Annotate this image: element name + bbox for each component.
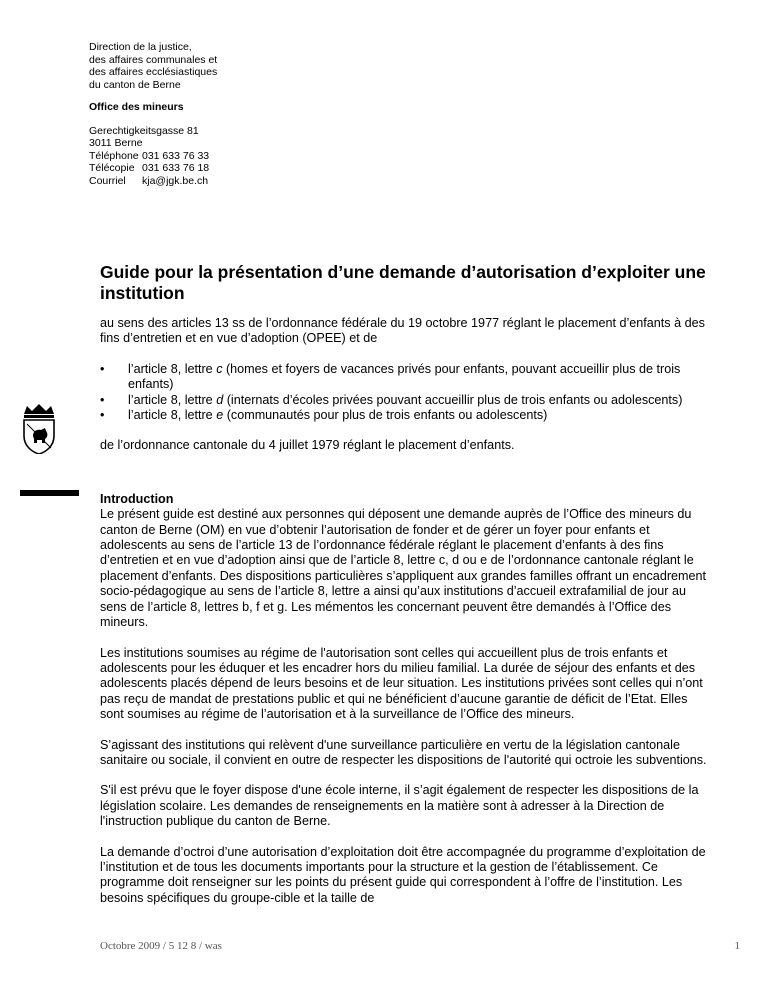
list-item: • l’article 8, lettre e (communautés pour plus de trois enfants ou adolescents) [100,408,548,423]
department-line: des affaires ecclésiastiques [89,66,218,78]
body-paragraph: S'il est prévu que le foyer dispose d'une école interne, il s’agit également de respecter les dispositions de la législation scolaire. Les demandes de renseignements en la matière sont à adresser à la Direction de l'instruction publique du canton de Berne. [100,783,699,829]
article-letter: d [216,392,224,407]
contact-fax [89,162,329,175]
footer-reference: Octobre 2009 / 5 12 8 / was [100,940,222,952]
contact-email [89,175,329,188]
body-paragraph: La demande d’octroi d’une autorisation d’exploitation doit être accompagnée du programme d’exploitation de l’institution et de tous les documents importants pour la structure et la gestion de l’établissement. Ce programme doit renseigner sur les points du présent guide qui correspondent à l’offre de l’institution. Les besoins spécifiques du groupe-cible et la taille de [100,844,706,905]
document-body [100,316,710,921]
contact-value: 031 633 76 33 [142,149,210,162]
contact-value: 031 633 76 18 [142,162,210,174]
document-title: Guide pour la présentation d’une demande d’autorisation d’exploiter une institution [100,262,706,303]
bern-coat-of-arms-icon [21,404,57,454]
closing-reference: de l’ordonnance cantonale du 4 juillet 1979 réglant le placement d’enfants. [100,438,515,453]
bullet-icon: • [100,408,105,423]
list-item: • l’article 8, lettre d (internats d’écoles privées pouvant accueillir plus de trois enfants ou adolescents) [100,392,683,407]
article-list [100,362,710,424]
bullet-icon: • [100,361,105,376]
contact-label: Courriel [89,174,126,187]
list-item: • l’article 8, lettre c (homes et foyers de vacances privés pour enfants, pouvant accueillir plus de trois enfants) [100,361,681,392]
section-heading: Introduction [100,491,174,506]
contact-value[interactable]: kja@jgk.be.ch [142,174,209,187]
article-letter: c [216,361,223,376]
body-paragraph: Le présent guide est destiné aux personnes qui déposent une demande auprès de l’Office des mineurs du canton de Berne (OM) en vue d’obtenir l’autorisation de fonder et de gérer un foyer pour enfants et adolescents au sens de l’article 13 de l’ordonnance fédérale réglant le placement d’enfants à des fins d’entretien et en vue d’adoption ainsi que de l’article 8, lettre c, d ou e de l’ordonnance cantonale réglant le placement d’enfants. Des dispositions particulières s’appliquent aux grandes familles offrant un encadrement socio-pédagogique au sens de l’article 8, lettre a ainsi qu’aux institutions d’accueil extrafamilial de jour au sens de l’article 8, lettres b, f et g. Les mémentos les concernant peuvent être demandés à l’Office des mineurs. [100,507,707,630]
page-number: 1 [734,940,740,952]
article-letter: e [216,408,224,423]
office-name: Office des mineurs [89,101,184,113]
contact-label: Télécopie [89,162,135,174]
department-line: Direction de la justice, [89,41,192,53]
letterhead [89,41,329,187]
address-block [89,125,329,188]
department-line: des affaires communales et [89,53,218,66]
bullet-icon: • [100,392,105,407]
intro-paragraph: au sens des articles 13 ss de l’ordonnance fédérale du 19 octobre 1977 réglant le placement d’enfants à des fins d’entretien et en vue d’adoption (OPEE) et de [100,316,705,346]
divider-bar [20,490,79,496]
street: Gerechtigkeitsgasse 81 [89,124,199,137]
contact-phone [89,150,329,163]
contact-label: Téléphone [89,149,139,162]
department-line: du canton de Berne [89,78,181,91]
city: 3011 Berne [89,137,143,149]
body-paragraph: Les institutions soumises au régime de l'autorisation sont celles qui accueillent plus de trois enfants et adolescents pour les éduquer et les encadrer hors du milieu familial. La durée de séjour des enfants et des adolescents placés dépend de leurs besoins et de leur situation. Les institutions privées sont celles qui n’ont pas reçu de mandat de prestations public et qui ne bénéficient d’aucune garantie de déficit de l’Etat. Elles sont soumises au régime de l’autorisation et à la surveillance de l’Office des mineurs. [100,645,703,722]
body-paragraph: S’agissant des institutions qui relèvent d'une surveillance particulière en vertu de la législation cantonale sanitaire ou sociale, il convient en outre de respecter les dispositions de l'autorité qui octroie les subventions. [100,737,707,767]
page-footer [100,940,740,952]
